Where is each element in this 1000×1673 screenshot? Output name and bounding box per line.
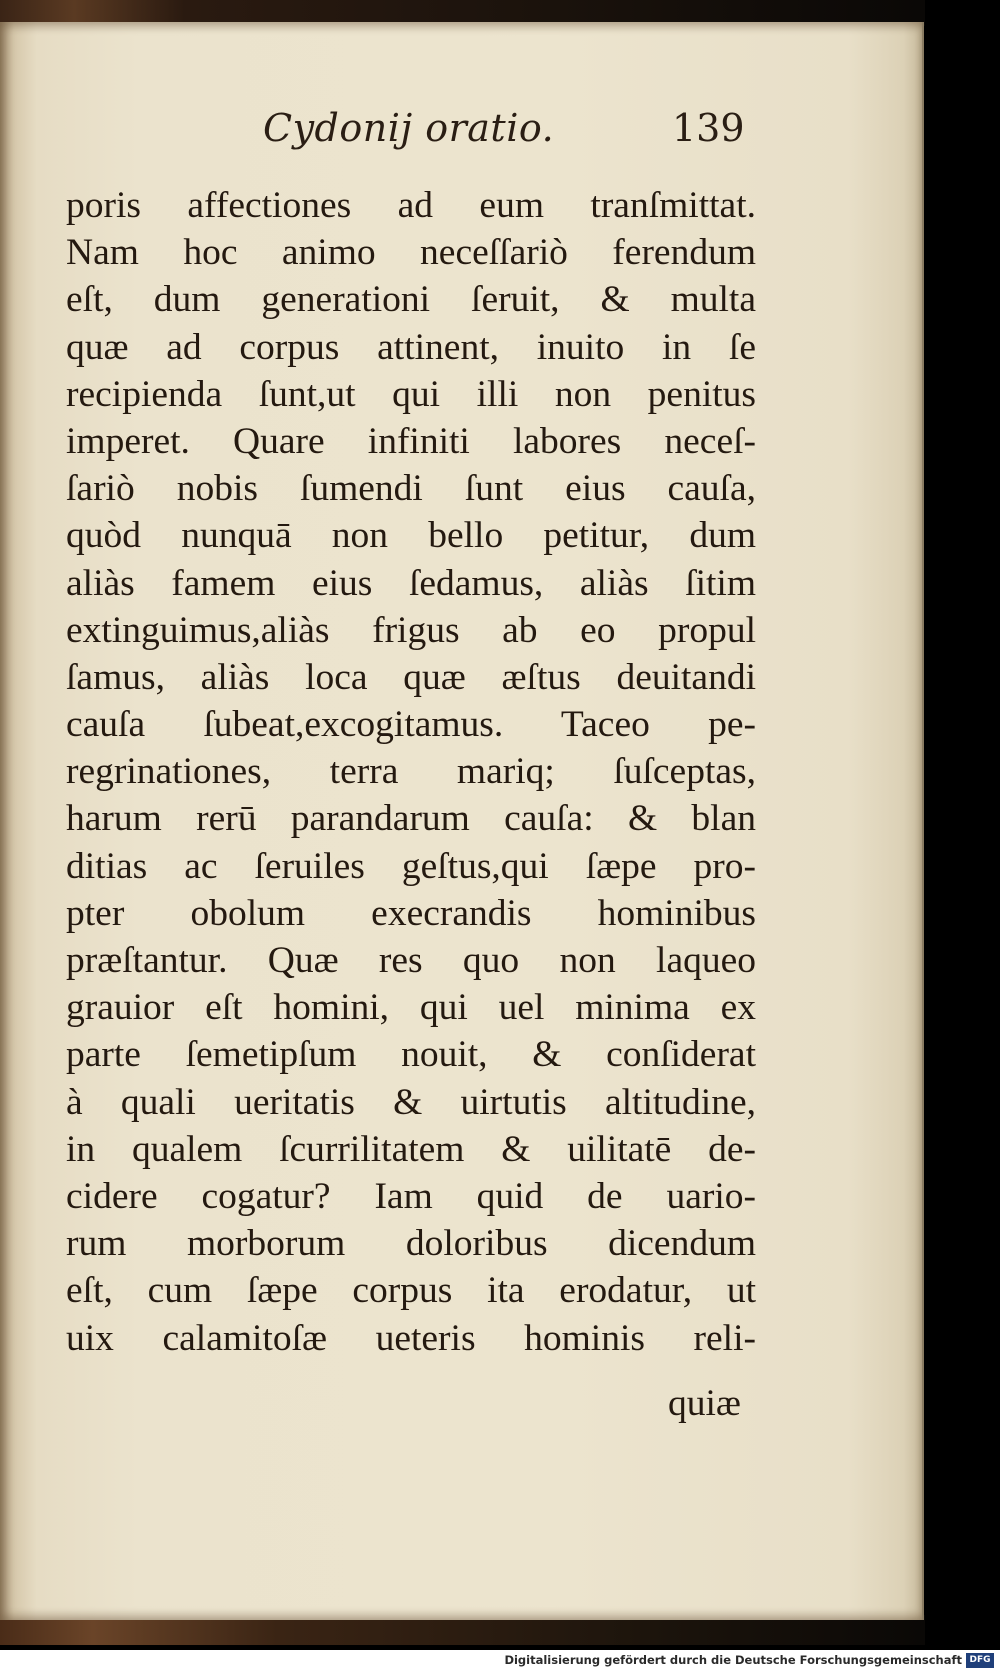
text-line: cauſa ſubeat,excogitamus. Taceo pe- bbox=[66, 704, 756, 746]
text-line: extinguimus,aliàs frigus ab eo propul bbox=[66, 609, 756, 651]
text-line: quòd nunquā non bello petitur, dum bbox=[66, 515, 756, 557]
body-text bbox=[66, 182, 756, 1362]
text-line: imperet. Quare infiniti labores neceſ- bbox=[66, 420, 756, 462]
text-line: eſt, dum generationi ſeruit, & multa bbox=[66, 279, 756, 321]
text-line: ſariò nobis ſumendi ſunt eius cauſa, bbox=[66, 468, 756, 510]
text-line: poris affectiones ad eum tranſmittat. bbox=[66, 185, 756, 226]
dfg-logo-icon: DFG bbox=[966, 1653, 994, 1668]
text-line: præſtantur. Quæ res quo non laqueo bbox=[66, 940, 756, 981]
text-line: ſamus, aliàs loca quæ æſtus deuitandi bbox=[66, 656, 756, 698]
running-head-title: Cydonij oratio. bbox=[263, 106, 555, 150]
funding-credit: Digitalisierung gefördert durch die Deutsche Forschungsgemeinschaft bbox=[504, 1653, 962, 1667]
text-line: Nam hoc animo neceſſariò ferendum bbox=[66, 232, 756, 274]
text-line: parte ſemetipſum nouit, & conſiderat bbox=[66, 1034, 756, 1076]
text-line: ditias ac ſeruiles geſtus,qui ſæpe pro- bbox=[66, 845, 756, 887]
text-line: pter obolum execrandis hominibus bbox=[66, 892, 756, 934]
text-line: cidere cogatur? Iam quid de uario- bbox=[66, 1175, 756, 1217]
text-line: rum morborum doloribus dicendum bbox=[66, 1223, 756, 1265]
text-line: recipienda ſunt,ut qui illi non penitus bbox=[66, 373, 756, 415]
text-line: aliàs famem eius ſedamus, aliàs ſitim bbox=[66, 562, 756, 604]
running-head bbox=[0, 106, 922, 166]
text-line: in qualem ſcurrilitatem & uilitatē de- bbox=[66, 1128, 756, 1170]
catchword: quiæ bbox=[668, 1383, 741, 1424]
text-line: à quali ueritatis & uirtutis altitudine, bbox=[66, 1081, 756, 1123]
page-number: 139 bbox=[672, 106, 745, 150]
book-page bbox=[0, 22, 924, 1620]
text-line: uix calamitoſæ ueteris hominis reli- bbox=[66, 1317, 756, 1359]
digitization-footer bbox=[0, 1650, 1000, 1673]
text-line: grauior eſt homini, qui uel minima ex bbox=[66, 987, 756, 1029]
text-line: quæ ad corpus attinent, inuito in ſe bbox=[66, 326, 756, 368]
text-line: eſt, cum ſæpe corpus ita erodatur, ut bbox=[66, 1270, 756, 1312]
text-line: regrinationes, terra mariq; ſuſceptas, bbox=[66, 751, 756, 793]
text-line: harum rerū parandarum cauſa: & blan bbox=[66, 798, 756, 840]
